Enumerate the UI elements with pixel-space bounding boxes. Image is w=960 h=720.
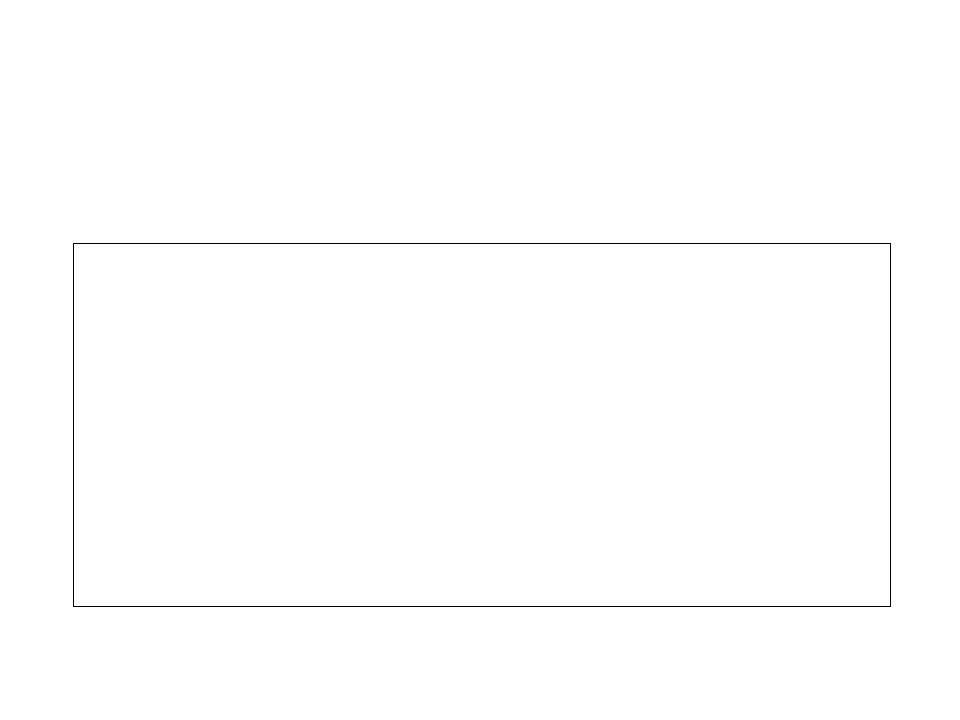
gantt-text-layer bbox=[74, 244, 890, 606]
gantt-chart bbox=[73, 243, 891, 607]
